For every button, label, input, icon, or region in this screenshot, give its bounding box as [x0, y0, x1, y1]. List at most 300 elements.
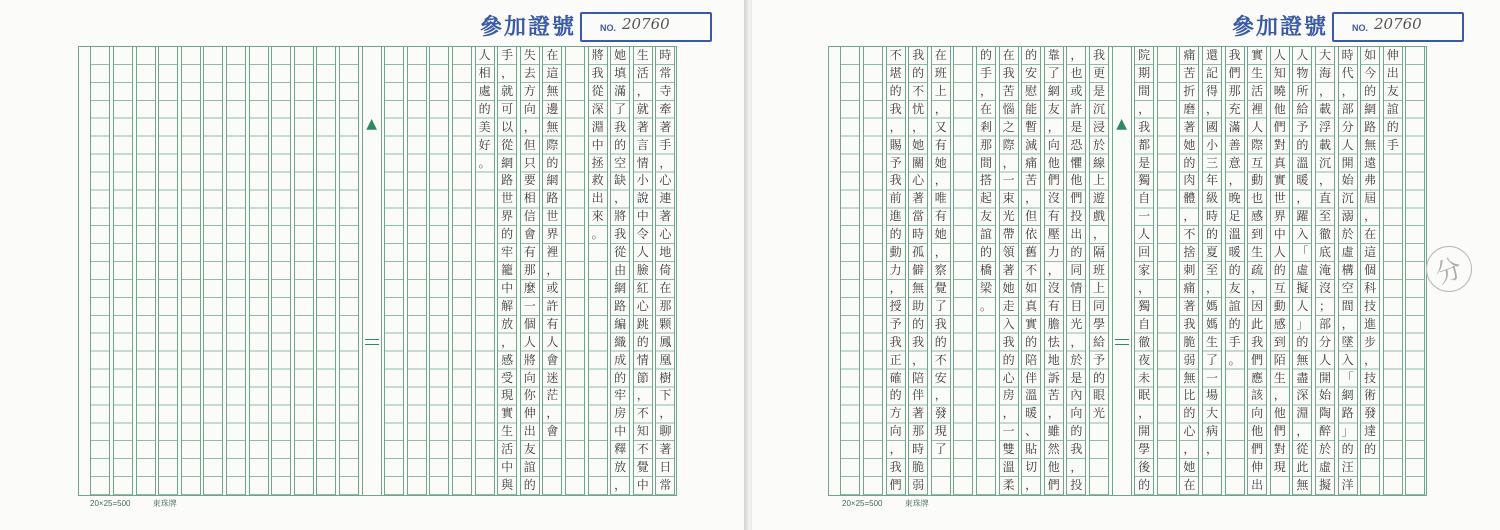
left-glyph: 裡: [546, 245, 559, 260]
right-glyph: 時: [912, 442, 925, 457]
left-glyph: 放: [614, 460, 627, 475]
right-glyph: 浮: [1318, 119, 1331, 134]
left-glyph: 以: [501, 119, 514, 134]
right-glyph: 著: [912, 406, 925, 421]
left-glyph: 從: [614, 245, 627, 260]
left-glyph: 伸: [523, 406, 536, 421]
left-glyph: 牢: [501, 245, 514, 260]
right-glyph: 內: [1070, 388, 1083, 403]
left-glyph: 人: [478, 48, 491, 62]
right-glyph: 時: [912, 227, 925, 242]
left-glyph: 的: [501, 227, 514, 242]
left-glyph: 跳: [636, 316, 649, 331]
left-glyph: 救: [591, 173, 604, 188]
paper-brand-label: 東珠牌: [152, 499, 177, 508]
right-glyph: 投: [1070, 209, 1083, 224]
right-glyph: 脆: [912, 460, 925, 475]
right-glyph: 路: [1364, 119, 1377, 134]
right-glyph: 生: [1251, 65, 1264, 80]
right-glyph: ，: [1070, 460, 1083, 475]
right-glyph: 網: [1364, 101, 1377, 116]
right-glyph: 我: [1070, 442, 1083, 457]
left-glyph: 網: [501, 155, 514, 170]
right-text-column: [840, 47, 860, 495]
right-glyph: 誼: [1386, 101, 1399, 116]
left-glyph: 我: [591, 65, 604, 80]
left-glyph: 那: [523, 263, 536, 278]
right-glyph: 我: [1002, 65, 1015, 80]
right-glyph: ，: [1025, 191, 1038, 206]
right-glyph: 友: [1047, 101, 1060, 116]
right-glyph: 苦: [1025, 173, 1038, 188]
left-glyph: 活: [501, 442, 514, 457]
left-glyph: 好: [478, 137, 491, 152]
right-glyph: 一: [1002, 173, 1015, 188]
right-glyph: 她: [1183, 137, 1196, 152]
right-text-column: [1383, 47, 1403, 495]
right-glyph: 浸: [1092, 119, 1105, 134]
right-glyph: 底: [1318, 245, 1331, 260]
right-glyph: 善: [1228, 137, 1241, 152]
right-text-column: [1021, 47, 1041, 495]
right-glyph: 唯: [934, 191, 947, 206]
right-glyph: 我: [1092, 48, 1105, 62]
right-glyph: 能: [1025, 101, 1038, 116]
left-glyph: 常: [659, 478, 672, 493]
right-glyph: 的: [1025, 334, 1038, 349]
right-glyph: 陪: [1025, 352, 1038, 367]
right-glyph: 始: [1318, 388, 1331, 403]
left-glyph: 許: [546, 298, 559, 313]
left-glyph: 連: [659, 191, 672, 206]
left-text-column: [203, 47, 223, 495]
left-glyph: 人: [636, 245, 649, 260]
right-glyph: 記: [1205, 65, 1218, 80]
right-glyph: 沉: [1092, 101, 1105, 116]
right-glyph: 班: [1092, 263, 1105, 278]
right-glyph: 助: [912, 298, 925, 313]
right-glyph: 不: [1183, 227, 1196, 242]
left-glyph: 出: [523, 424, 536, 439]
entry-number-box-right: [1332, 12, 1464, 42]
right-glyph: 慰: [1025, 83, 1038, 98]
right-glyph: 人: [1318, 352, 1331, 367]
right-text-column: [1338, 47, 1358, 495]
left-glyph: 生: [636, 48, 649, 62]
right-glyph: 的: [912, 65, 925, 80]
left-glyph: 知: [636, 424, 649, 439]
left-glyph: 美: [478, 119, 491, 134]
right-glyph: 真: [1273, 155, 1286, 170]
right-bookmark-icon: ▲: [1116, 116, 1127, 132]
right-glyph: ，: [1025, 478, 1038, 493]
right-glyph: 戲: [1092, 209, 1105, 224]
right-glyph: 向: [1251, 406, 1264, 421]
right-glyph: 墜: [1341, 334, 1354, 349]
left-glyph: 淵: [591, 119, 604, 134]
manuscript-grid-right: [828, 46, 1427, 496]
left-glyph: 小: [636, 173, 649, 188]
right-glyph: 的: [1296, 334, 1309, 349]
right-glyph: 級: [1205, 191, 1218, 206]
left-glyph: 將: [614, 209, 627, 224]
right-glyph: 的: [1273, 263, 1286, 278]
left-glyph: ，: [659, 406, 672, 421]
right-glyph: 還: [1205, 48, 1218, 62]
left-glyph: 在: [546, 48, 559, 62]
right-text-column: [1134, 47, 1154, 495]
header-title: 參加證號: [480, 15, 577, 40]
right-glyph: 進: [889, 209, 902, 224]
left-glyph: 會: [546, 424, 559, 439]
right-glyph: 出: [1386, 65, 1399, 80]
right-glyph: 入: [1002, 316, 1015, 331]
grader-mark: [1426, 246, 1472, 292]
right-glyph: 動: [1251, 173, 1264, 188]
right-glyph: 。: [979, 298, 992, 313]
right-glyph: 後: [1138, 460, 1151, 475]
paper-footer-right: [842, 498, 929, 509]
left-glyph: 界: [546, 227, 559, 242]
right-glyph: 的: [1025, 48, 1038, 62]
right-glyph: 暖: [1296, 173, 1309, 188]
right-glyph: 安: [1025, 65, 1038, 80]
left-glyph: ，: [501, 65, 514, 80]
right-centre-band: [1112, 47, 1132, 495]
left-glyph: ，: [546, 263, 559, 278]
right-glyph: 因: [1251, 298, 1264, 313]
left-glyph: 與: [501, 478, 514, 493]
right-glyph: 無: [1296, 352, 1309, 367]
right-glyph: 自: [1138, 316, 1151, 331]
right-glyph: 到: [1251, 227, 1264, 242]
left-glyph: 路: [546, 191, 559, 206]
right-glyph: 舊: [1025, 245, 1038, 260]
grader-mark-text: 分: [1431, 253, 1467, 291]
left-glyph: 聊: [659, 424, 672, 439]
manuscript-grid-left: [78, 46, 677, 496]
right-glyph: 的: [1228, 316, 1241, 331]
paper-brand-label-right: 東珠牌: [904, 499, 929, 508]
right-glyph: 予: [889, 316, 902, 331]
right-glyph: 苦: [1047, 388, 1060, 403]
left-glyph: 茫: [546, 388, 559, 403]
right-glyph: ，: [1205, 101, 1218, 116]
left-glyph: ，: [523, 119, 536, 134]
right-glyph: 沒: [1318, 280, 1331, 295]
right-glyph: 場: [1205, 388, 1218, 403]
right-glyph: 我: [934, 316, 947, 331]
right-glyph: 之: [1002, 119, 1015, 134]
left-text-column: [226, 47, 246, 495]
right-glyph: 我: [1251, 334, 1264, 349]
right-glyph: 」: [1341, 424, 1354, 439]
right-text-column: [1315, 47, 1335, 495]
right-glyph: 覺: [934, 280, 947, 295]
left-glyph: 從: [501, 137, 514, 152]
right-glyph: 目: [1070, 298, 1083, 313]
right-glyph: 們: [1273, 424, 1286, 439]
right-glyph: 出: [1251, 478, 1264, 493]
right-glyph: 了: [1205, 352, 1218, 367]
right-glyph: 刺: [1183, 263, 1196, 278]
right-glyph: 或: [1070, 83, 1083, 98]
left-centre-mark: [365, 339, 379, 345]
left-glyph: 活: [636, 65, 649, 80]
left-glyph: 由: [614, 263, 627, 278]
right-glyph: 有: [934, 137, 947, 152]
left-glyph: 覺: [636, 460, 649, 475]
right-glyph: 的: [1228, 263, 1241, 278]
right-glyph: ，: [889, 280, 902, 295]
right-glyph: ，: [1047, 263, 1060, 278]
right-glyph: 實: [1025, 316, 1038, 331]
right-glyph: 情: [1070, 280, 1083, 295]
right-glyph: ，: [1138, 101, 1151, 116]
right-text-column: [976, 47, 996, 495]
right-glyph: 正: [889, 352, 902, 367]
right-glyph: 生: [1273, 370, 1286, 385]
left-glyph: 路: [614, 298, 627, 313]
right-glyph: 人: [1296, 298, 1309, 313]
left-glyph: 失: [523, 48, 536, 62]
left-glyph: 我: [614, 227, 627, 242]
right-glyph: 安: [934, 370, 947, 385]
right-glyph: 此: [1251, 316, 1264, 331]
right-glyph: 們: [1251, 442, 1264, 457]
left-glyph: 颗: [659, 316, 672, 331]
right-glyph: 感: [1273, 316, 1286, 331]
right-glyph: 所: [1296, 83, 1309, 98]
right-glyph: ，: [1138, 406, 1151, 421]
left-glyph: 的: [614, 137, 627, 152]
left-glyph: 的: [614, 370, 627, 385]
right-glyph: 入: [1341, 352, 1354, 367]
left-glyph: 際: [546, 137, 559, 152]
right-glyph: 僻: [912, 263, 925, 278]
right-glyph: 年: [1205, 173, 1218, 188]
right-glyph: 上: [1092, 280, 1105, 295]
right-glyph: 她: [1002, 280, 1015, 295]
right-glyph: 沒: [1047, 191, 1060, 206]
entry-number-value: 20760: [622, 15, 670, 33]
right-glyph: 自: [1138, 191, 1151, 206]
paper-footer: [90, 498, 177, 509]
right-glyph: 地: [1047, 352, 1060, 367]
right-glyph: 代: [1341, 65, 1354, 80]
left-glyph: 人: [523, 334, 536, 349]
right-glyph: ，: [934, 173, 947, 188]
left-glyph: 著: [659, 119, 672, 134]
right-glyph: 有: [934, 209, 947, 224]
right-glyph: 個: [1364, 263, 1377, 278]
right-glyph: 構: [1341, 263, 1354, 278]
right-text-column: [1202, 47, 1222, 495]
left-glyph: 無: [546, 119, 559, 134]
right-glyph: 的: [1183, 406, 1196, 421]
right-glyph: 發: [934, 406, 947, 421]
right-glyph: 們: [1070, 191, 1083, 206]
right-glyph: 」: [1296, 316, 1309, 331]
right-text-column: [1089, 47, 1109, 495]
left-text-column: [610, 47, 630, 495]
right-glyph: 暫: [1025, 119, 1038, 134]
left-glyph: 人: [546, 334, 559, 349]
left-text-column: [136, 47, 156, 495]
right-glyph: 領: [1002, 245, 1015, 260]
right-glyph: 實: [1251, 48, 1264, 62]
right-glyph: 開: [1341, 155, 1354, 170]
right-glyph: 真: [1025, 298, 1038, 313]
right-glyph: 於: [1070, 352, 1083, 367]
right-glyph: 際: [1251, 137, 1264, 152]
right-glyph: 國: [1205, 119, 1218, 134]
left-glyph: 空: [614, 155, 627, 170]
right-glyph: 家: [1138, 263, 1151, 278]
right-glyph: 界: [1273, 209, 1286, 224]
paper-size-label: 20×25=500: [90, 499, 131, 508]
right-glyph: 在: [1002, 48, 1015, 62]
left-glyph: 凰: [659, 352, 672, 367]
left-glyph: 下: [659, 388, 672, 403]
right-glyph: 陪: [912, 370, 925, 385]
right-glyph: 有: [1047, 209, 1060, 224]
right-glyph: ，: [1092, 227, 1105, 242]
right-glyph: 遊: [1092, 191, 1105, 206]
right-text-column: [1225, 47, 1245, 495]
left-glyph: 成: [614, 352, 627, 367]
right-glyph: 於: [1341, 227, 1354, 242]
left-bookmark-icon: ▲: [366, 116, 377, 132]
right-glyph: 我: [889, 101, 902, 116]
right-glyph: 了: [934, 442, 947, 457]
left-glyph: 將: [523, 352, 536, 367]
right-glyph: ，: [1047, 119, 1060, 134]
right-glyph: 實: [1273, 173, 1286, 188]
right-glyph: 恐: [1070, 137, 1083, 152]
right-glyph: 此: [1296, 460, 1309, 475]
right-glyph: 房: [1002, 388, 1015, 403]
right-glyph: 我: [889, 460, 902, 475]
right-glyph: 人: [1296, 48, 1309, 62]
right-glyph: 載: [1318, 101, 1331, 116]
left-glyph: 中: [636, 478, 649, 493]
right-glyph: 予: [889, 155, 902, 170]
right-glyph: 無: [1364, 137, 1377, 152]
right-glyph: 伴: [1025, 370, 1038, 385]
left-glyph: ，: [614, 191, 627, 206]
right-glyph: ，: [1070, 48, 1083, 62]
right-glyph: 虛: [1318, 460, 1331, 475]
left-glyph: 向: [523, 101, 536, 116]
left-glyph: 手: [659, 137, 672, 152]
left-glyph: 常: [659, 65, 672, 80]
left-glyph: 無: [546, 83, 559, 98]
right-glyph: 於: [1318, 442, 1331, 457]
right-glyph: 痛: [1025, 155, 1038, 170]
left-glyph: 滿: [614, 83, 627, 98]
right-glyph: 前: [889, 191, 902, 206]
right-glyph: ，: [1183, 442, 1196, 457]
left-page: [0, 0, 748, 530]
right-text-column: [1360, 47, 1380, 495]
right-glyph: 溫: [1228, 227, 1241, 242]
left-glyph: 但: [523, 137, 536, 152]
right-glyph: 知: [1273, 65, 1286, 80]
entry-number-value-right: 20760: [1374, 15, 1422, 33]
left-glyph: 界: [501, 209, 514, 224]
right-glyph: 該: [1251, 388, 1264, 403]
left-text-column: [633, 47, 653, 495]
left-glyph: 著: [659, 442, 672, 457]
right-glyph: 他: [1047, 155, 1060, 170]
right-glyph: 徹: [1138, 334, 1151, 349]
left-glyph: 那: [659, 298, 672, 313]
right-glyph: 從: [1296, 442, 1309, 457]
entry-number-label-right: NO.: [1352, 23, 1369, 33]
left-glyph: 中: [501, 280, 514, 295]
right-glyph: 的: [889, 83, 902, 98]
right-glyph: 向: [1047, 137, 1060, 152]
left-glyph: 情: [636, 352, 649, 367]
right-glyph: 的: [1296, 137, 1309, 152]
right-glyph: 學: [1138, 442, 1151, 457]
left-glyph: 麼: [523, 280, 536, 295]
right-glyph: 苦: [1002, 83, 1015, 98]
right-glyph: 無: [1183, 370, 1196, 385]
right-glyph: 中: [1273, 227, 1286, 242]
left-glyph: 言: [636, 137, 649, 152]
left-glyph: ，: [546, 406, 559, 421]
left-glyph: 編: [614, 316, 627, 331]
left-glyph: 心: [636, 298, 649, 313]
right-glyph: 盡: [1296, 370, 1309, 385]
right-text-column: [1157, 47, 1177, 495]
right-glyph: 到: [1273, 334, 1286, 349]
right-glyph: 應: [1251, 370, 1264, 385]
right-glyph: 遠: [1364, 155, 1377, 170]
right-text-column: [886, 47, 906, 495]
right-glyph: 有: [1047, 298, 1060, 313]
right-glyph: 但: [1025, 209, 1038, 224]
right-glyph: 現: [1273, 460, 1286, 475]
right-glyph: 雙: [1002, 442, 1015, 457]
right-glyph: 誼: [979, 227, 992, 242]
right-glyph: 深: [1296, 388, 1309, 403]
right-glyph: 向: [889, 424, 902, 439]
right-glyph: 心: [1183, 424, 1196, 439]
right-glyph: 沉: [1341, 191, 1354, 206]
left-glyph: 向: [523, 370, 536, 385]
left-glyph: 世: [501, 191, 514, 206]
right-glyph: 「: [1341, 370, 1354, 385]
right-glyph: 我: [1183, 316, 1196, 331]
right-text-column: [931, 47, 951, 495]
left-glyph: 放: [501, 316, 514, 331]
left-glyph: 不: [636, 442, 649, 457]
right-glyph: 三: [1205, 155, 1218, 170]
right-glyph: 察: [934, 263, 947, 278]
right-glyph: 開: [1318, 370, 1331, 385]
right-glyph: 也: [1251, 191, 1264, 206]
right-glyph: 隔: [1092, 245, 1105, 260]
right-glyph: 對: [1273, 137, 1286, 152]
right-glyph: 夏: [1205, 245, 1218, 260]
right-glyph: 病: [1205, 424, 1218, 439]
left-glyph: 了: [614, 101, 627, 116]
right-glyph: 網: [1047, 83, 1060, 98]
right-glyph: 方: [889, 406, 902, 421]
